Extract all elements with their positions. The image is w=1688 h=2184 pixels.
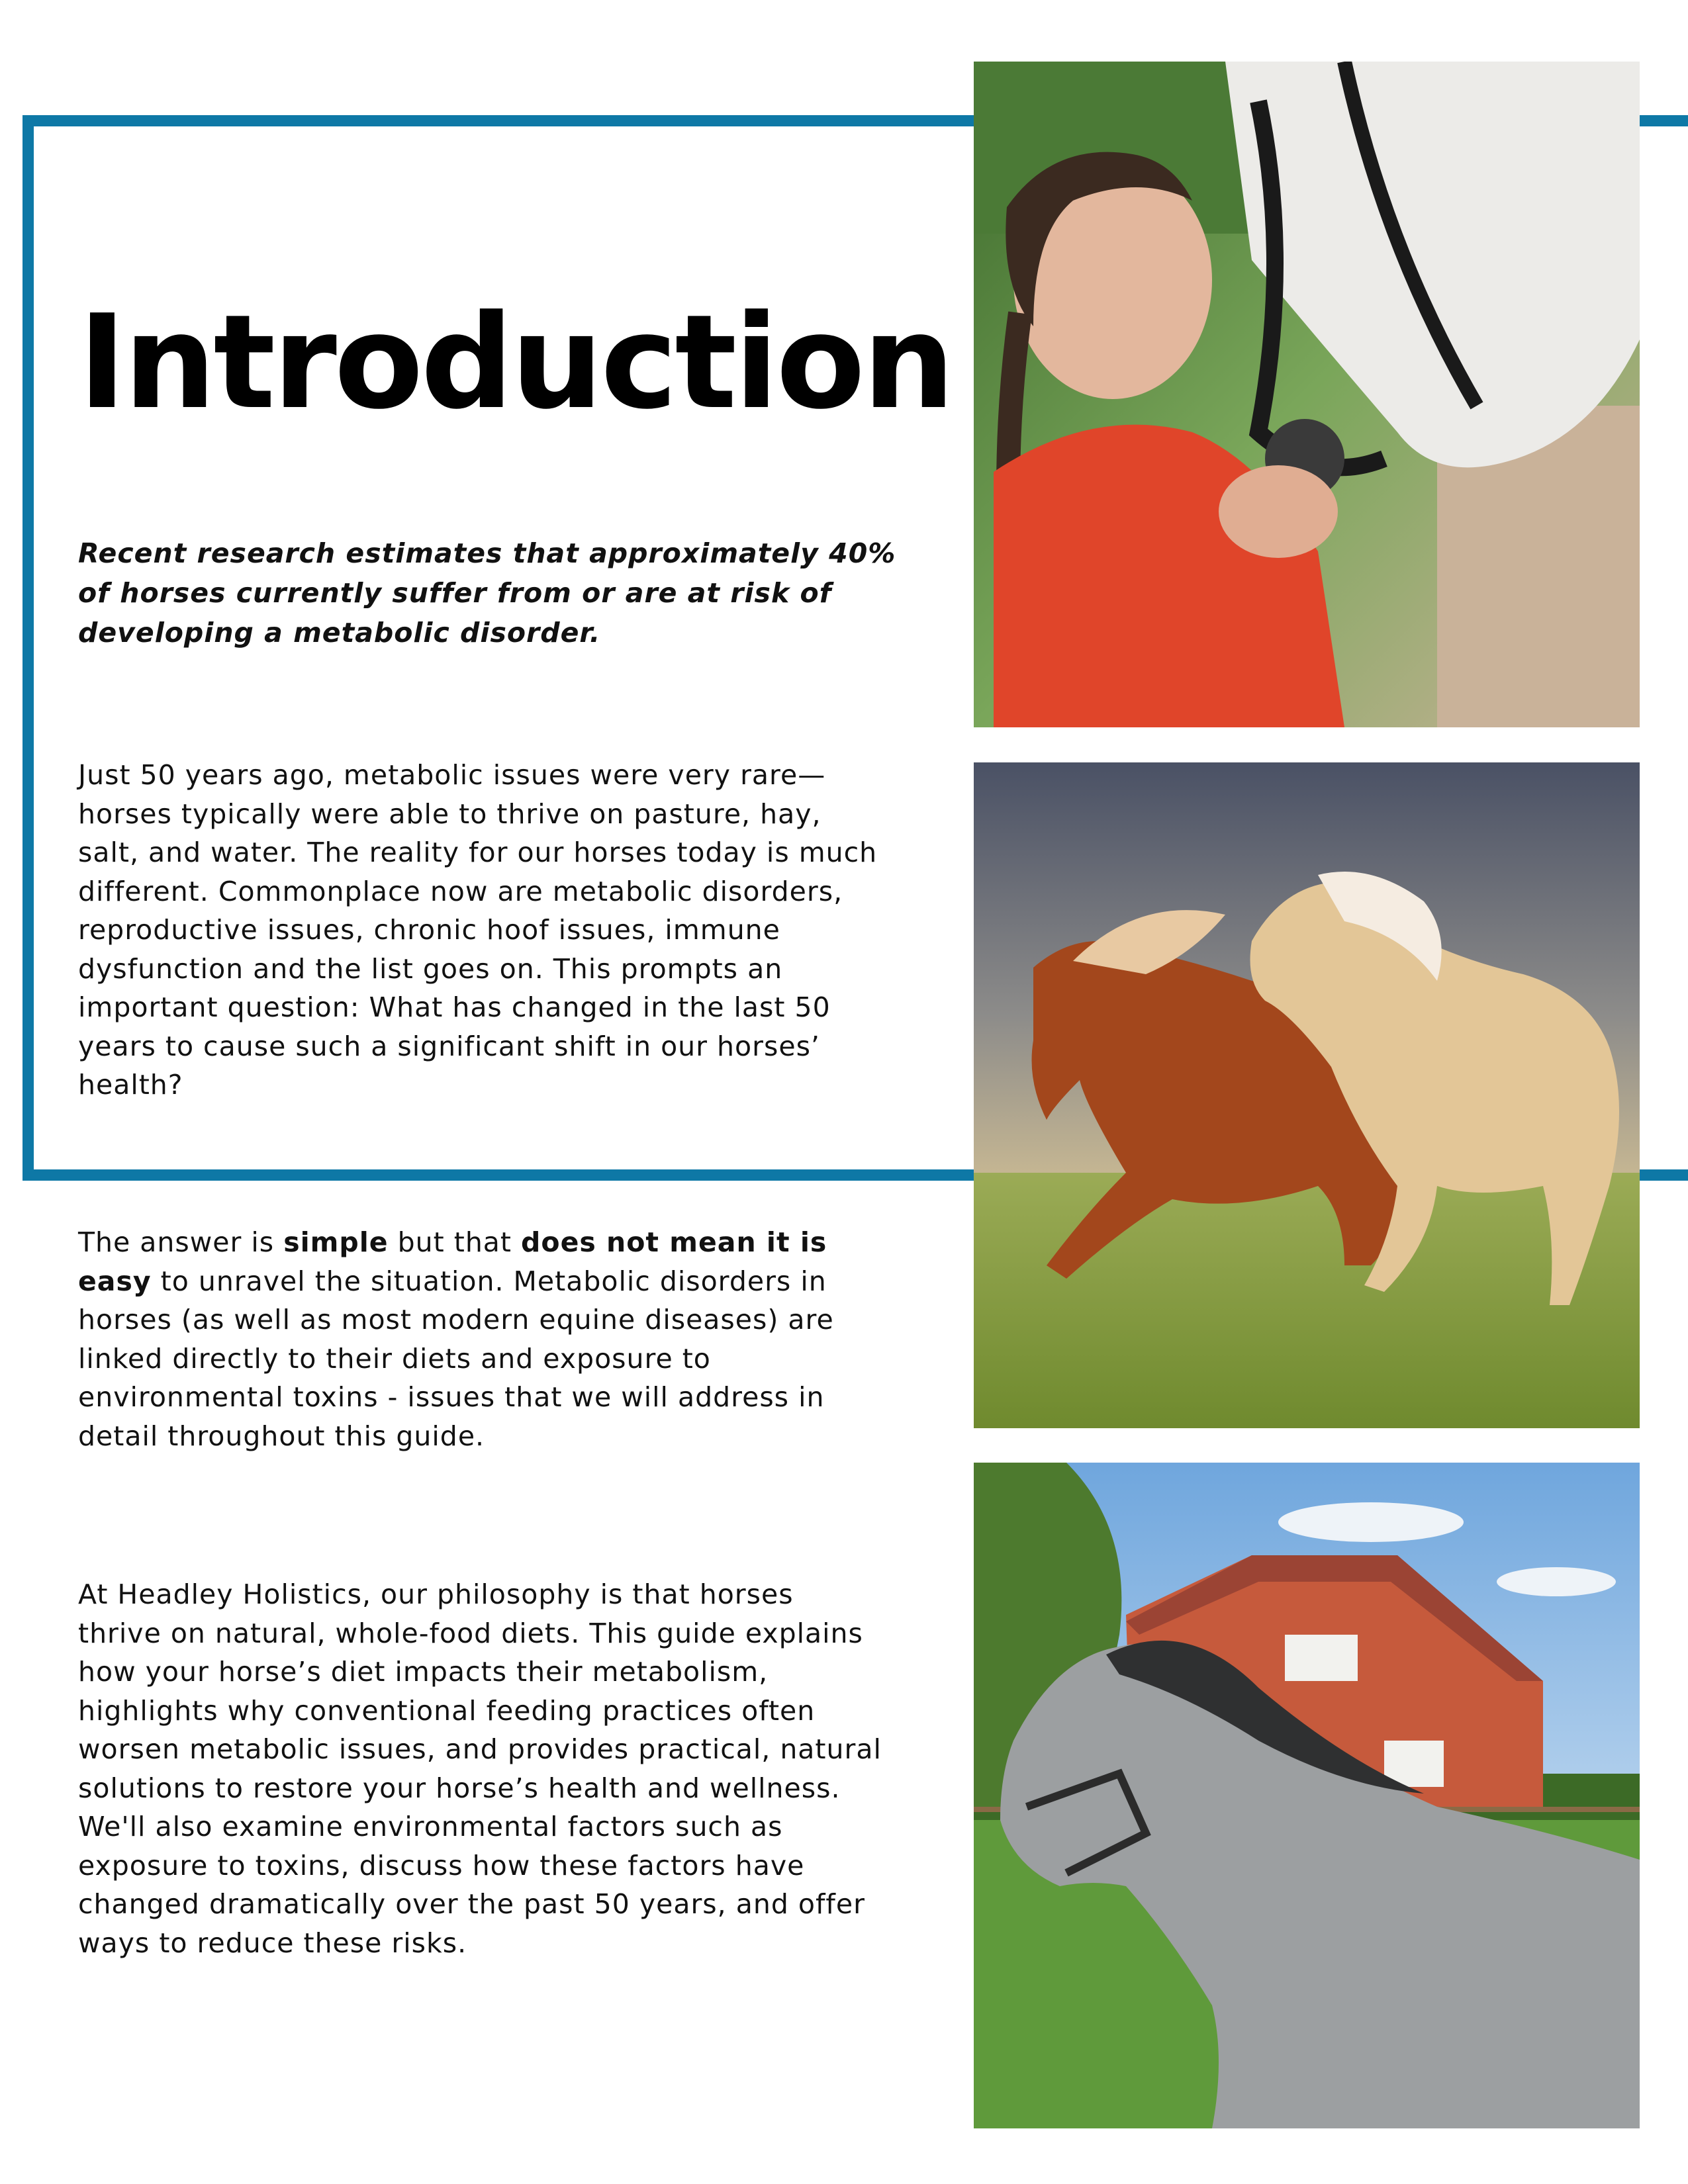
paragraph-answer-text: The answer is <box>78 1226 284 1258</box>
paragraph-answer-text: to unravel the situation. Metabolic disorders in horses (as well as most modern equine diseases) are linked directly to their diets and exposure to environmental toxins - issues that we will address in detail throughout this guide. <box>78 1265 834 1452</box>
photo-woman-with-white-horse <box>974 62 1640 727</box>
paragraph-answer <box>78 1223 886 1455</box>
paragraph-answer-text: but that <box>388 1226 522 1258</box>
photo-two-horses-galloping <box>974 762 1640 1428</box>
paragraph-history: Just 50 years ago, metabolic issues were very rare—horses typically were able to thrive on pasture, hay, salt, and water. The reality for our horses today is much different. Commonplace now are metabolic disorders, reproductive issues, chronic hoof issues, immune dysfunction and the list goes on. This prompts an important question: What has changed in the last 50 years to cause such a significant shift in our horses’ health? <box>78 759 878 1101</box>
photo-grey-horse-farmhouse <box>974 1463 1640 2128</box>
page-title: Introduction <box>78 287 953 438</box>
bold-simple: simple <box>283 1226 389 1258</box>
paragraph-philosophy: At Headley Holistics, our philosophy is that horses thrive on natural, whole-food diets. This guide explains how your horse’s diet impacts their metabolism, highlights why conventional feeding practices often worsen metabolic issues, and provides practical, natural solutions to restore your horse’s health and wellness. We'll also examine environmental factors such as exposure to toxins, discuss how these factors have changed dramatically over the past 50 years, and offer ways to reduce these risks. <box>78 1578 882 1959</box>
intro-lede: Recent research estimates that approximately 40% of horses currently suffer from or are at risk of developing a metabolic disorder. <box>78 537 896 649</box>
bold-not-easy: does not mean it is easy <box>78 1226 827 1297</box>
